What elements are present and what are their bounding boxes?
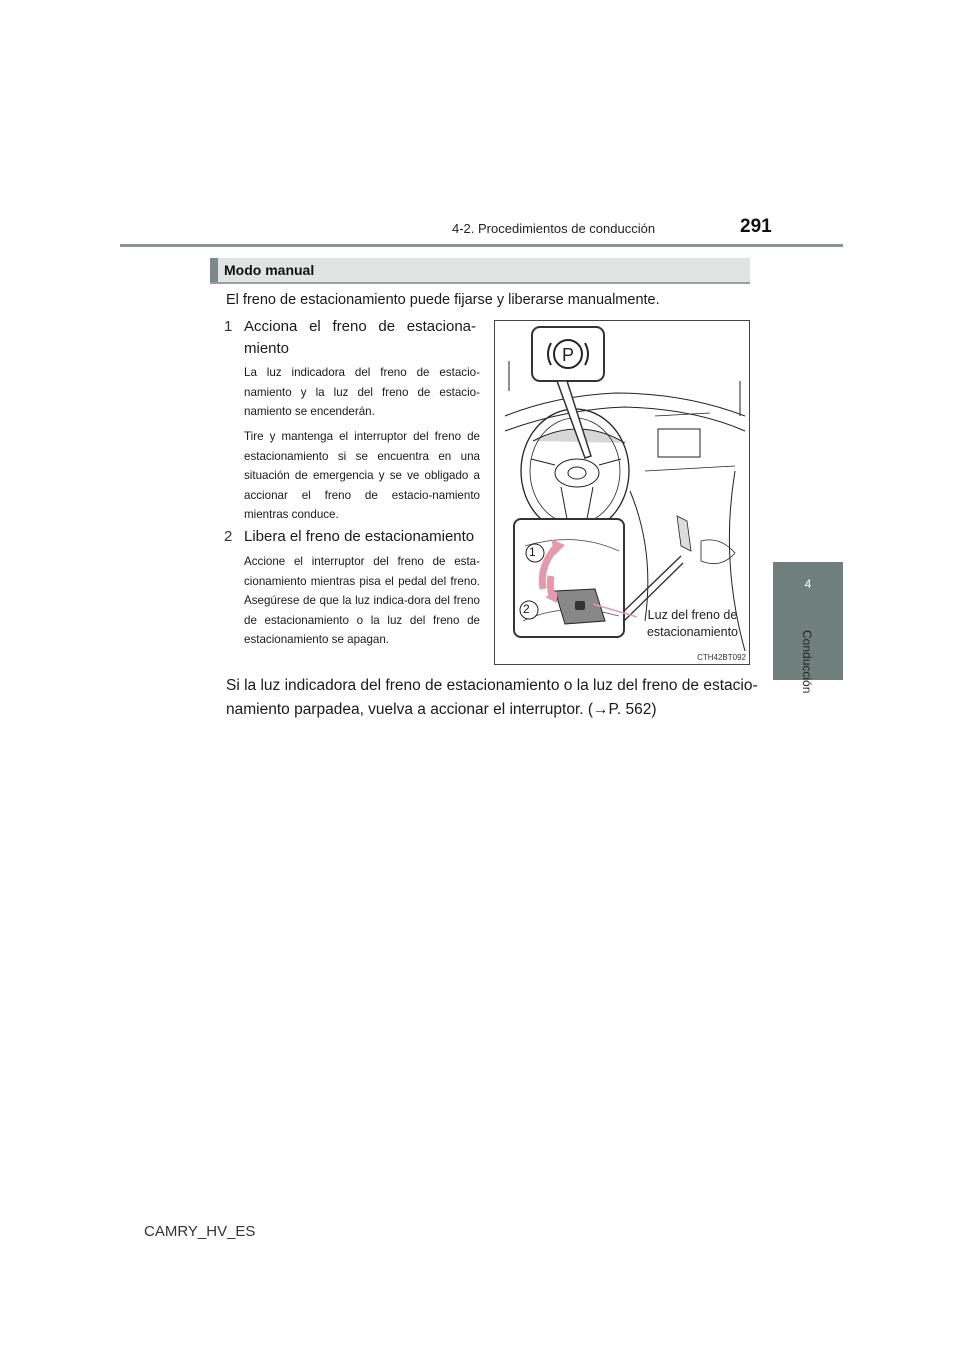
parking-brake-illustration [494, 320, 750, 665]
figure-code: CTH42BT092 [697, 653, 746, 662]
svg-text:P: P [561, 345, 575, 365]
step-1-number: 1 [224, 318, 233, 335]
footer-model-code: CAMRY_HV_ES [144, 1223, 256, 1240]
step-2-note-1: Accione el interruptor del freno de esta-cionamiento mientras pisa el pedal del freno. Asegúrese de que la luz indica-dora del freno de estacionamiento o la luz del freno de estacionamiento se apagan. [244, 555, 480, 646]
chapter-label: Conducción [800, 630, 814, 694]
step-1-note-2: Tire y mantenga el interruptor del freno de estacionamiento si se encuentra en una situación de emergencia y se ve obligado a accionar el freno de estacio-namiento mientras conduce. [244, 430, 480, 521]
step-1-title: Acciona el freno de estaciona-miento [244, 318, 476, 357]
figure-label: Luz del freno de estacionamiento [646, 608, 739, 639]
chapter-number: 4 [804, 577, 812, 591]
running-header-section: 4-2. Procedimientos de conducción [452, 221, 656, 236]
step-2-title: Libera el freno de estacionamiento [244, 528, 475, 545]
page-number: 291 [740, 216, 772, 237]
header-rule [120, 244, 843, 247]
section-title: Modo manual [224, 262, 315, 278]
section-intro: El freno de estacionamiento puede fijarse y liberarse manualmente. [226, 292, 660, 308]
step-1-note-1: La luz indicadora del freno de estacio-namiento y la luz del freno de estacio-namiento se encenderán. [244, 366, 480, 418]
closing-paragraph: Si la luz indicadora del freno de estacionamiento o la luz del freno de estacio-namiento parpadea, vuelva a accionar el interruptor. (→P. 562) [226, 677, 758, 718]
figure-callout-1: 1 [529, 545, 536, 559]
step-2-number: 2 [224, 528, 233, 545]
figure-callout-2: 2 [523, 602, 530, 616]
